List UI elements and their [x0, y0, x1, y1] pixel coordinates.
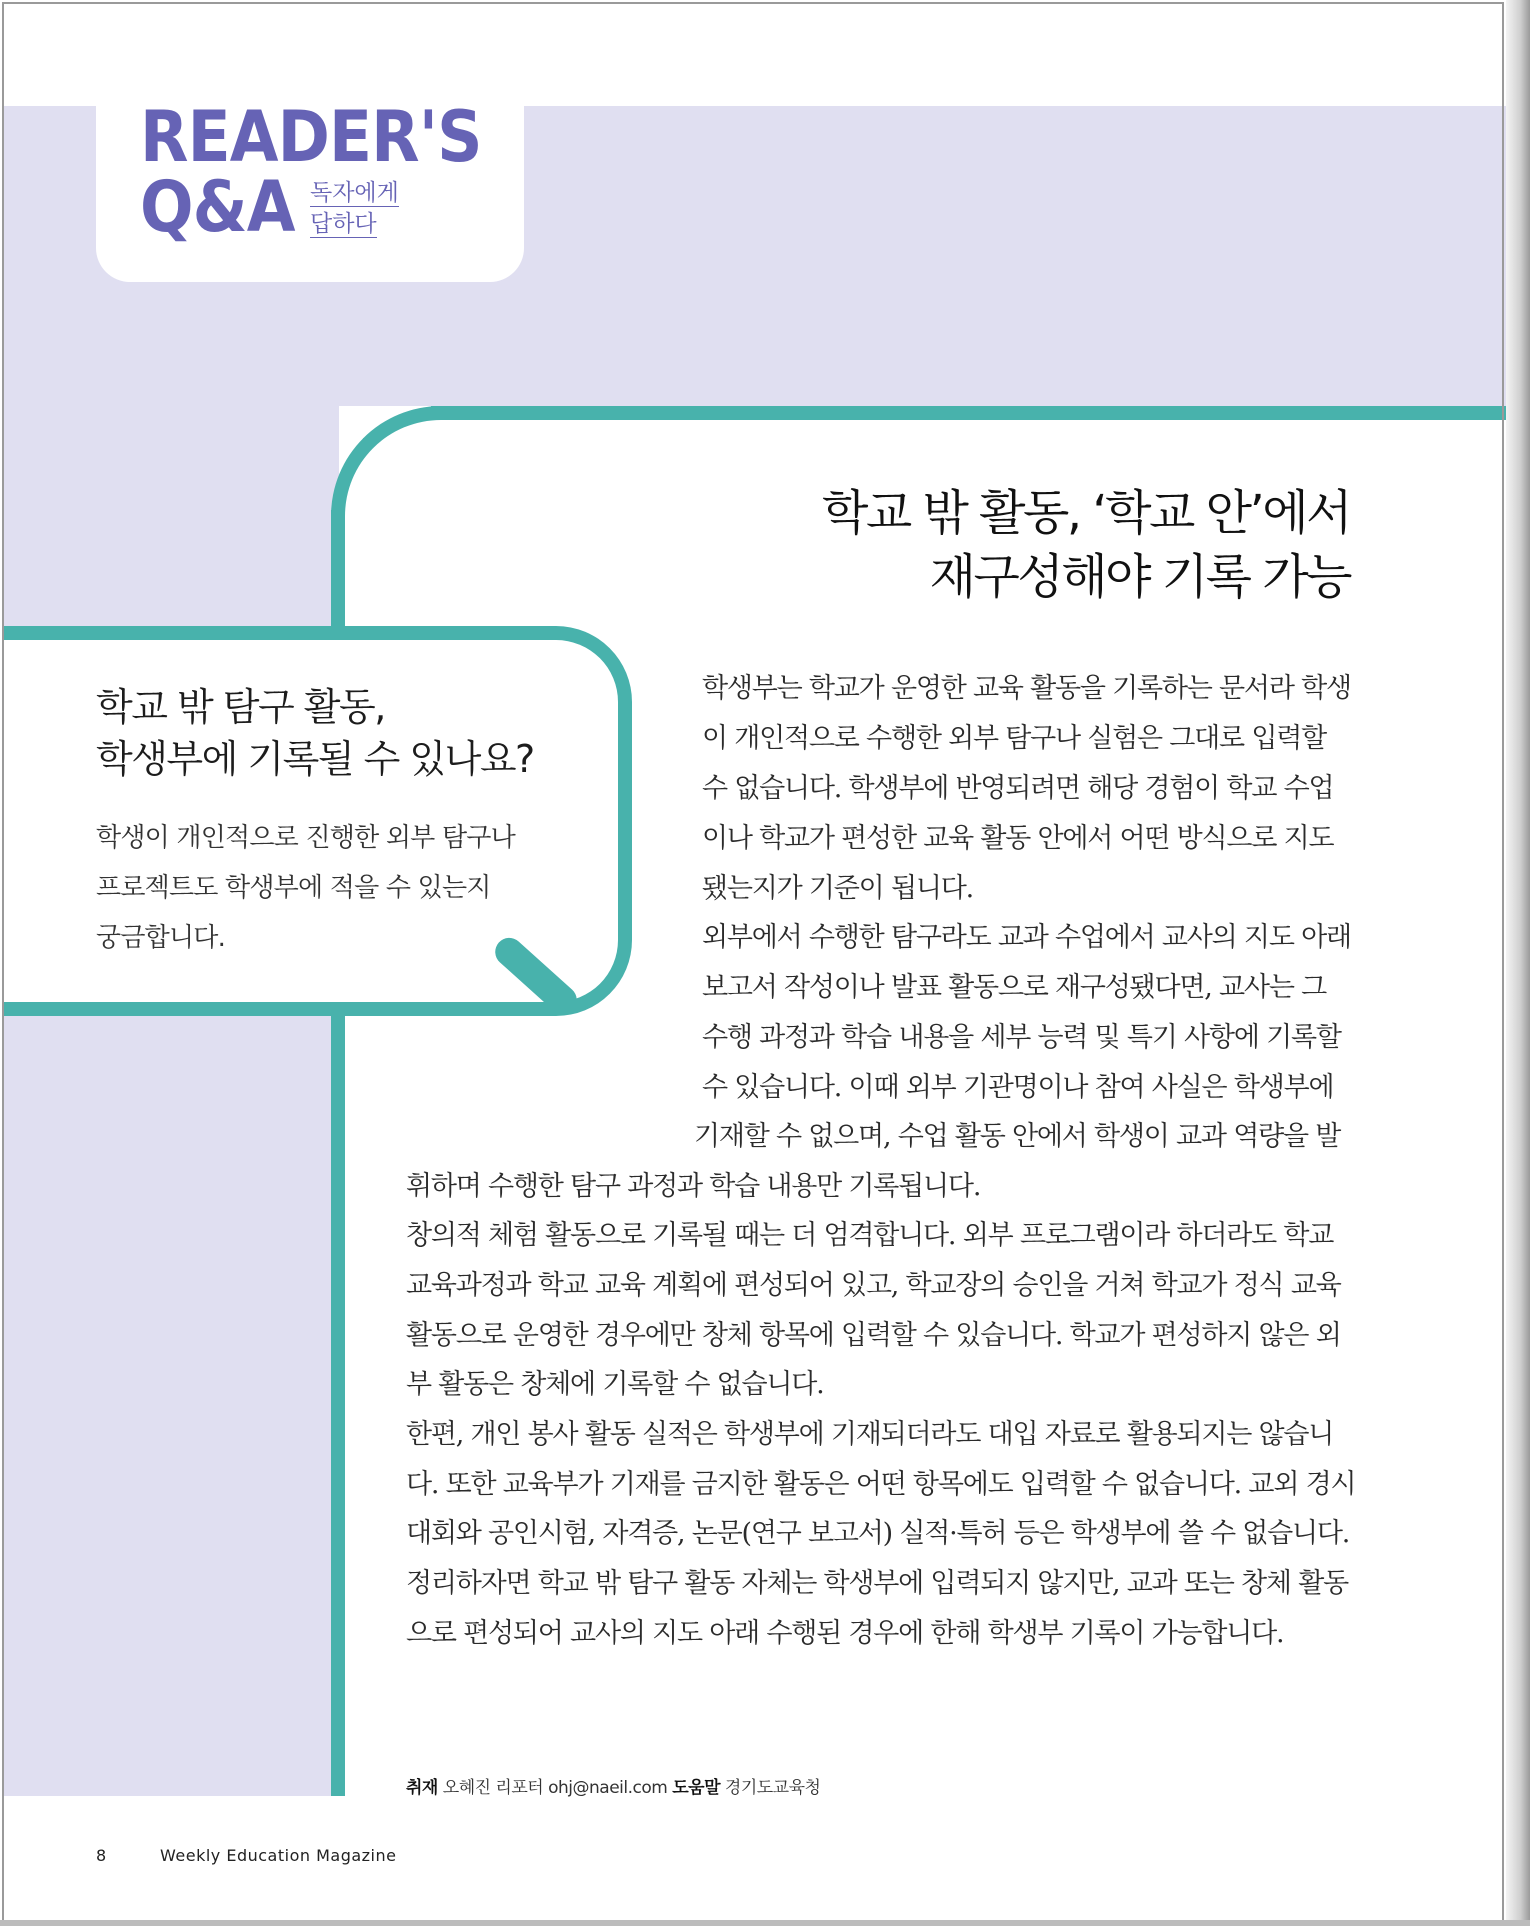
credit-help: 경기도교육청 [724, 1778, 821, 1798]
answer-line: 보고서 작성이나 발표 활동으로 재구성됐다면, 교사는 그 [702, 972, 1326, 1003]
question-title-line2: 학생부에 기록될 수 있나요? [96, 737, 534, 781]
answer-line: 휘하며 수행한 탐구 과정과 학습 내용만 기록됩니다. [406, 1171, 981, 1202]
section-subtitle-line2: 답하다 [310, 211, 377, 237]
answer-line: 다. 또한 교육부가 기재를 금지한 활동은 어떤 항목에도 입력할 수 없습니다. 교외 경시 [406, 1469, 1356, 1500]
credit-label-help: 도움말 [672, 1778, 720, 1798]
page-number: 8 [96, 1846, 107, 1865]
teal-vertical-lower [331, 1012, 345, 1796]
answer-line: 수행 과정과 학습 내용을 세부 능력 및 특기 사항에 기록할 [702, 1022, 1341, 1053]
section-title-line2: Q&A [140, 166, 295, 248]
answer-line: 외부에서 수행한 탐구라도 교과 수업에서 교사의 지도 아래 [702, 922, 1351, 953]
answer-line: 학생부는 학교가 운영한 교육 활동을 기록하는 문서라 학생 [702, 673, 1351, 704]
answer-line: 으로 편성되어 교사의 지도 아래 수행된 경우에 한해 학생부 기록이 가능합니다. [406, 1618, 1284, 1649]
question-body-line1: 학생이 개인적으로 진행한 외부 탐구나 [96, 823, 515, 853]
answer-line: 부 활동은 창체에 기록할 수 없습니다. [406, 1369, 824, 1400]
answer-line: 대회와 공인시험, 자격증, 논문(연구 보고서) 실적·특허 등은 학생부에 쓸 수 없습니다. [406, 1518, 1350, 1549]
answer-line: 기재할 수 없으며, 수업 활동 안에서 학생이 교과 역량을 발 [694, 1121, 1341, 1152]
lavender-left-band-lower [4, 1010, 339, 1796]
answer-title-line1: 학교 밖 활동, ‘학교 안’에서 [822, 485, 1350, 541]
credit-reporter: 오혜진 리포터 ohj@naeil.com [442, 1778, 668, 1798]
page-edge-bottom [0, 1920, 1530, 1926]
question-body-line3: 궁금합니다. [96, 923, 226, 953]
credit-label-reporter: 취재 [406, 1778, 438, 1798]
section-subtitle-line1: 독자에게 [310, 180, 399, 206]
teal-vertical-upper [331, 510, 345, 630]
page-edge-shadow [1506, 0, 1530, 1926]
teal-corner-arc [331, 406, 441, 516]
magazine-name: Weekly Education Magazine [160, 1846, 397, 1865]
answer-line: 수 없습니다. 학생부에 반영되려면 해당 경험이 학교 수업 [702, 773, 1334, 804]
answer-title-line2: 재구성해야 기록 가능 [929, 549, 1350, 605]
answer-line: 교육과정과 학교 교육 계획에 편성되어 있고, 학교장의 승인을 거쳐 학교가 정식 교육 [406, 1270, 1341, 1301]
answer-line: 이나 학교가 편성한 교육 활동 안에서 어떤 방식으로 지도 [702, 823, 1334, 854]
answer-line: 창의적 체험 활동으로 기록될 때는 더 엄격합니다. 외부 프로그램이라 하더라도 학교 [406, 1220, 1334, 1251]
answer-line: 수 있습니다. 이때 외부 기관명이나 참여 사실은 학생부에 [702, 1072, 1334, 1103]
answer-line: 한편, 개인 봉사 활동 실적은 학생부에 기재되더라도 대입 자료로 활용되지는 않습니 [406, 1419, 1334, 1450]
answer-line: 됐는지가 기준이 됩니다. [702, 873, 973, 904]
teal-top-line [431, 406, 1512, 420]
answer-line: 활동으로 운영한 경우에만 창체 항목에 입력할 수 있습니다. 학교가 편성하지 않은 외 [406, 1320, 1341, 1351]
answer-line: 이 개인적으로 수행한 외부 탐구나 실험은 그대로 입력할 [702, 723, 1326, 754]
article-credit [406, 1773, 820, 1798]
lavender-left-band [4, 396, 339, 626]
answer-line: 정리하자면 학교 밖 탐구 활동 자체는 학생부에 입력되지 않지만, 교과 또는 창체 활동 [406, 1568, 1348, 1599]
section-title-line1: READER'S [140, 96, 482, 178]
question-body-line2: 프로젝트도 학생부에 적을 수 있는지 [96, 873, 491, 903]
question-title-line1: 학교 밖 탐구 활동, [96, 685, 385, 729]
